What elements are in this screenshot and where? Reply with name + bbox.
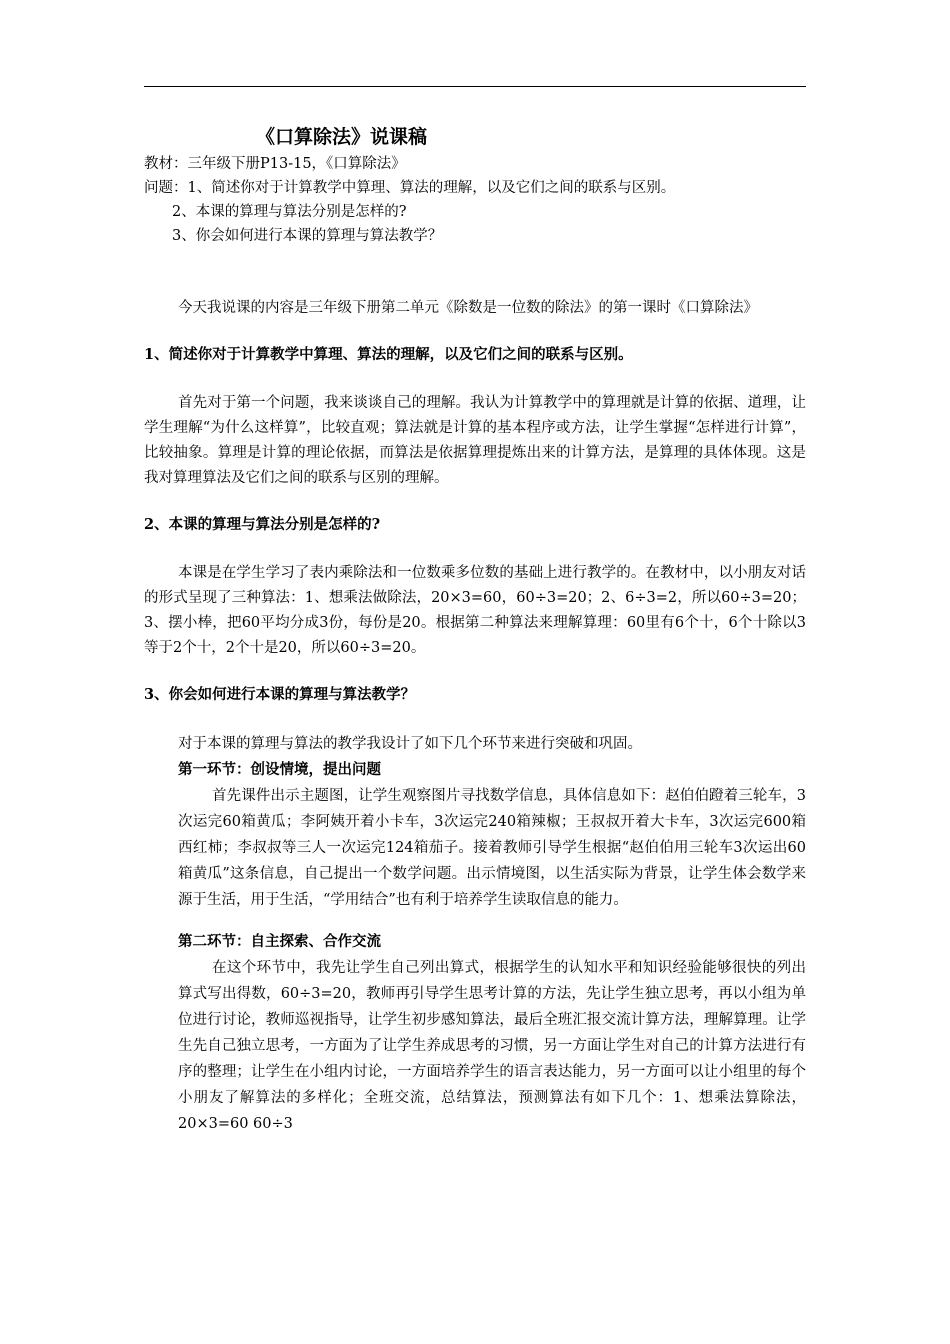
question-2: 2、本课的算理与算法分别是怎样的?	[172, 204, 407, 220]
intro-paragraph: 今天我说课的内容是三年级下册第二单元《除数是一位数的除法》的第一课时《口算除法》	[178, 300, 758, 316]
section-1-heading: 1、简述你对于计算教学中算理、算法的理解，以及它们之间的联系与区别。	[144, 346, 633, 363]
section-3-heading: 3、你会如何进行本课的算理与算法教学？	[144, 686, 416, 703]
step-1-heading: 第一环节：创设情境，提出问题	[178, 761, 381, 778]
question-1: 问题：1、简述你对于计算教学中算理、算法的理解，以及它们之间的联系与区别。	[144, 180, 676, 196]
document-title: 《口算除法》说课稿	[256, 126, 428, 148]
step-1-body: 首先课件出示主题图，让学生观察图片寻找数学信息，具体信息如下：赵伯伯蹬着三轮车，3次运完60箱黄瓜；李阿姨开着小卡车，3次运完240箱辣椒；王叔叔开着大卡车，3次运完600箱西红柿；李叔叔等三人一次运完124箱茄子。接着教师引导学生根据“赵伯伯用三轮车3次运出60箱黄瓜”这条信息，自己提出一个数学问题。出示情境图，以生活实际为背景，让学生体会数学来源于生活，用于生活，“学用结合”也有利于培养学生读取信息的能力。	[178, 788, 806, 908]
section-2-heading: 2、本课的算理与算法分别是怎样的?	[144, 516, 381, 533]
question-3: 3、你会如何进行本课的算理与算法教学？	[172, 228, 443, 244]
document-body	[144, 122, 806, 1137]
section-1-body: 首先对于第一个问题，我来谈谈自己的理解。我认为计算教学中的算理就是计算的依据、道理，让学生理解“为什么这样算”，比较直观；算法就是计算的基本程序或方法，让学生掌握“怎样进行计算”，比较抽象。算理是计算的理论依据，而算法是依据算理提炼出来的计算方法，是算理的具体体现。这是我对算理算法及它们之间的联系与区别的理解。	[144, 395, 806, 486]
step-2-heading: 第二环节：自主探索、合作交流	[178, 933, 381, 950]
section-3-lead: 对于本课的算理与算法的教学我设计了如下几个环节来进行突破和巩固。	[178, 736, 642, 752]
section-2-body: 本课是在学生学习了表内乘除法和一位数乘多位数的基础上进行教学的。在教材中，以小朋友对话的形式呈现了三种算法：1、想乘法做除法，20×3=60，60÷3=20；2、6÷3=2，所以60÷3=20；3、摆小棒，把60平均分成3份，每份是20。根据第二种算法来理解算理：60里有6个十，6个十除以3等于2个十，2个十是20，所以60÷3=20。	[144, 565, 806, 656]
step-2-body: 在这个环节中，我先让学生自己列出算式，根据学生的认知水平和知识经验能够很快的列出算式写出得数，60÷3=20，教师再引导学生思考计算的方法，先让学生独立思考，再以小组为单位进行讨论，教师巡视指导，让学生初步感知算法，最后全班汇报交流计算方法，理解算理。让学生先自己独立思考，一方面为了让学生养成思考的习惯，另一方面让学生对自己的计算方法进行有序的整理；让学生在小组内讨论，一方面培养学生的语言表达能力，另一方面可以让小组里的每个小朋友了解算法的多样化；全班交流，总结算法，预测算法有如下几个：1、想乘法算除法，20×3=60 60÷3	[178, 960, 806, 1132]
header-rule	[144, 86, 806, 87]
material-line: 教材：三年级下册P13-15，《口算除法》	[144, 156, 406, 172]
